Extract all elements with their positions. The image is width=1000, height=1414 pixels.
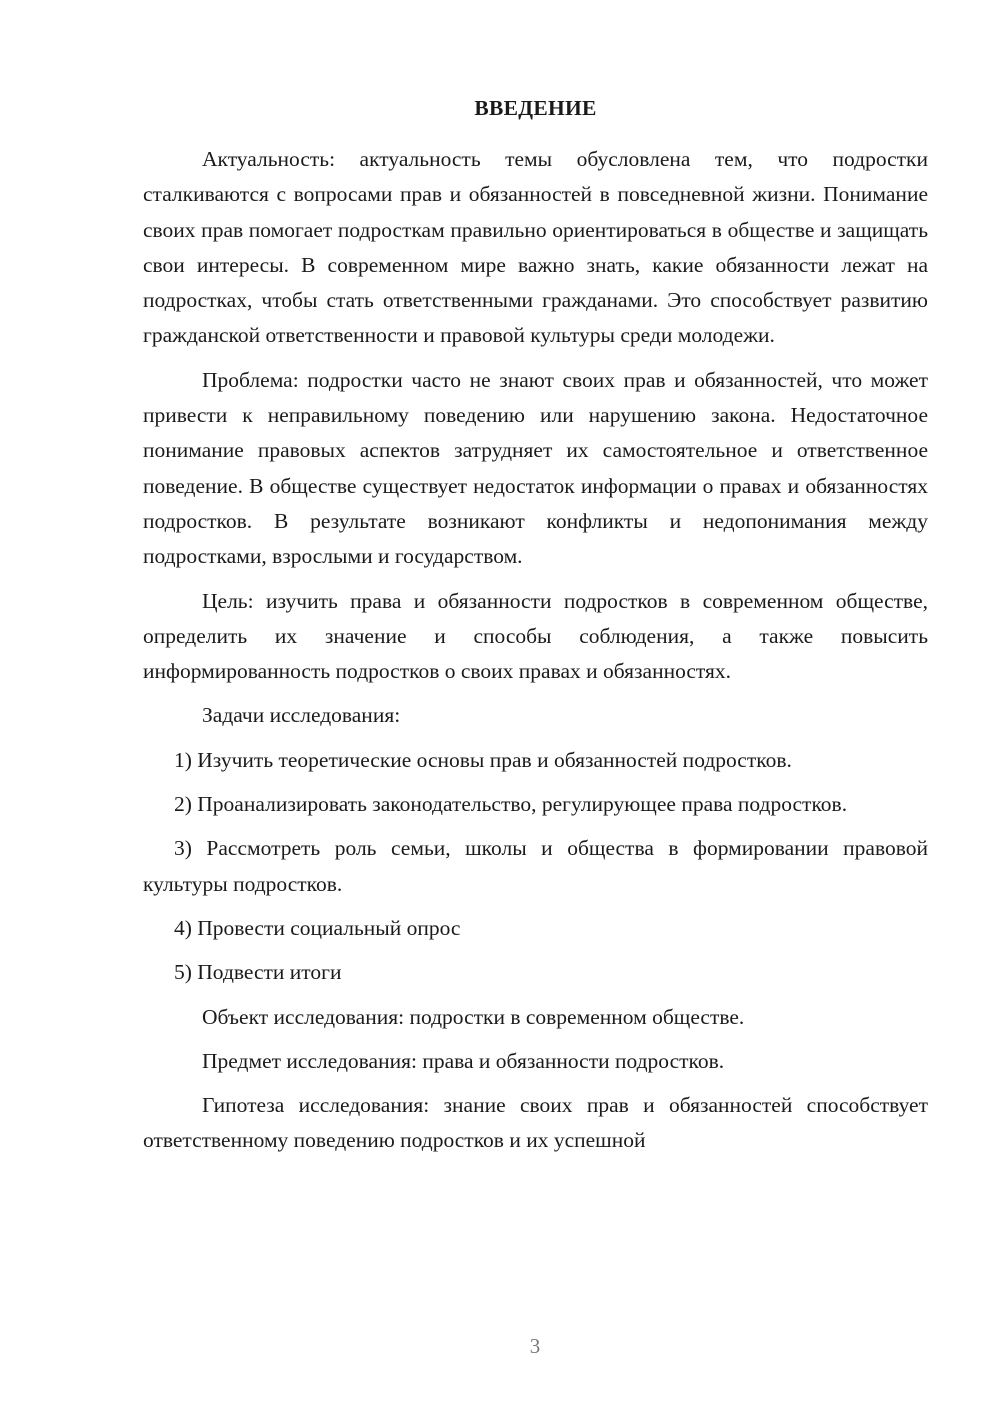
- section-heading: ВВЕДЕНИЕ: [474, 96, 597, 120]
- subject-paragraph: Предмет исследования: права и обязанности подростков.: [202, 1048, 725, 1073]
- goal-paragraph: Цель: изучить права и обязанности подростков в современном обществе, определить их значение и способы соблюдения, а также повысить информированность подростков о своих правах и обязанностях.: [143, 588, 928, 684]
- document-body: [143, 142, 928, 1168]
- task-item: 1) Изучить теоретические основы прав и обязанностей подростков.: [174, 747, 792, 772]
- page-number: 3: [529, 1334, 541, 1358]
- relevance-paragraph: Актуальность: актуальность темы обусловлена тем, что подростки сталкиваются с вопросами прав и обязанностей в повседневной жизни. Понимание своих прав помогает подросткам правильно ориентироваться в обществе и защищать свои интересы. В современном мире важно знать, какие обязанности лежат на подростках, чтобы стать ответственными гражданами. Это способствует развитию гражданской ответственности и правовой культуры среди молодежи.: [143, 147, 928, 348]
- tasks-title: Задачи исследования:: [202, 703, 401, 728]
- task-item: 5) Подвести итоги: [174, 960, 342, 985]
- object-paragraph: Объект исследования: подростки в современном обществе.: [202, 1004, 745, 1029]
- hypothesis-paragraph: Гипотеза исследования: знание своих прав и обязанностей способствует ответственному поведению подростков и их успешной: [143, 1093, 928, 1153]
- task-item: 3) Рассмотреть роль семьи, школы и общества в формировании правовой культуры подростков.: [143, 836, 928, 896]
- task-item: 2) Проанализировать законодательство, регулирующее права подростков.: [174, 792, 848, 817]
- problem-paragraph: Проблема: подростки часто не знают своих прав и обязанностей, что может привести к неправильному поведению или нарушению закона. Недостаточное понимание правовых аспектов затрудняет их самостоятельное и ответственное поведение. В обществе существует недостаток информации о правах и обязанностях подростков. В результате возникают конфликты и недопонимания между подростками, взрослыми и государством.: [143, 367, 928, 569]
- task-item: 4) Провести социальный опрос: [174, 915, 461, 940]
